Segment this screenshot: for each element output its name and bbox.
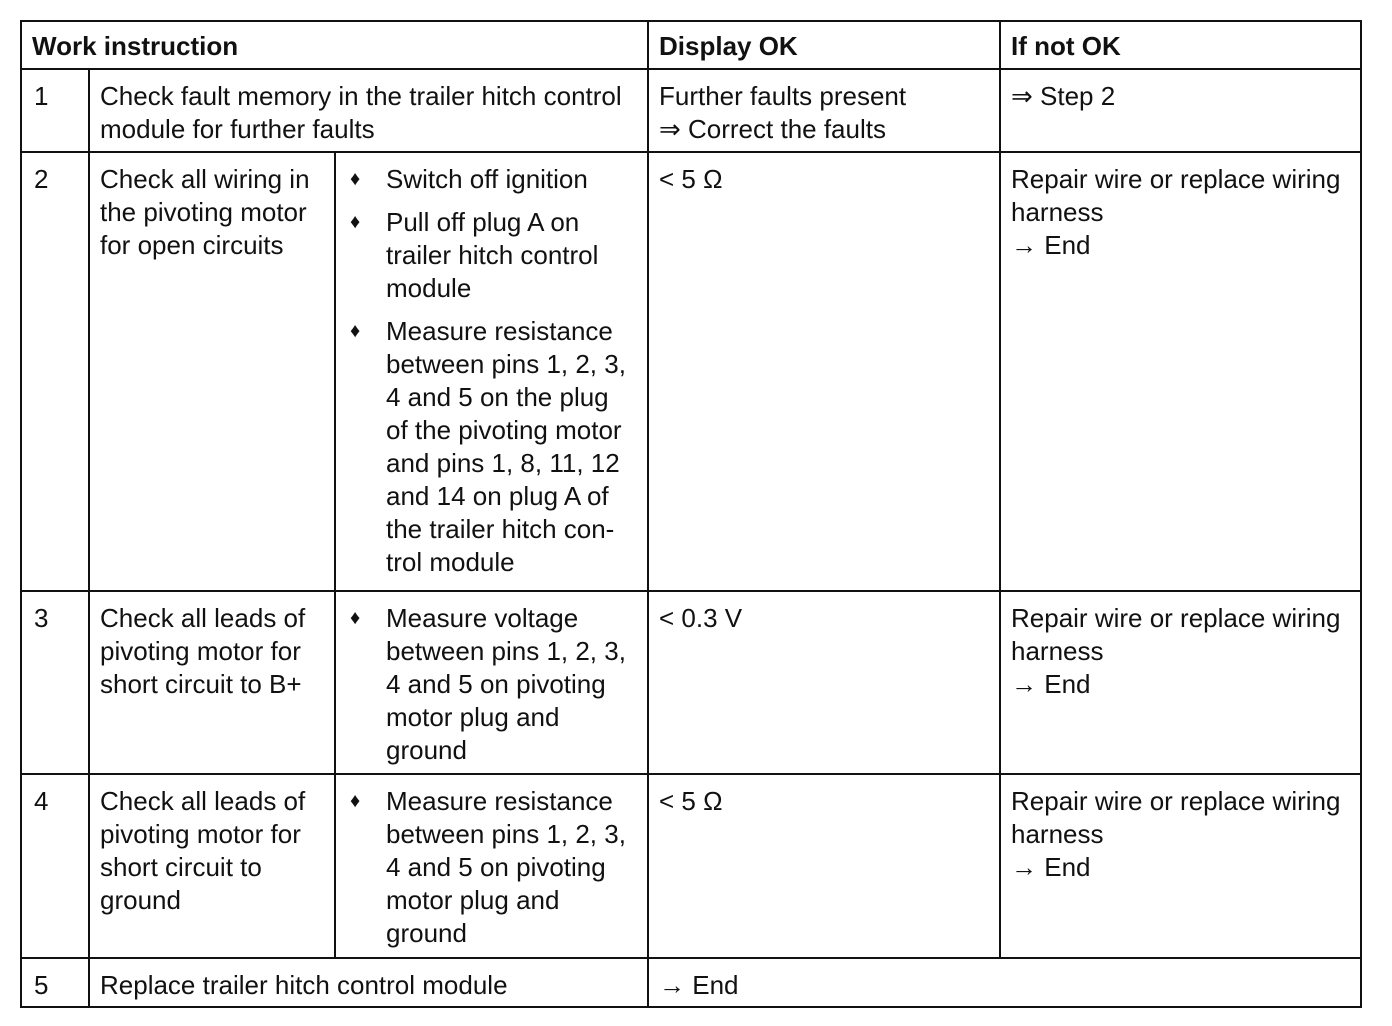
if-not-ok-line: ⇒ Step 2 <box>1011 81 1116 111</box>
diamond-bullet-icon: ♦ <box>350 790 361 812</box>
instruction-text: Check all leads of pivoting motor for short circuit to B+ <box>89 591 335 774</box>
procedure-list <box>346 602 637 767</box>
if-not-ok-line: → End <box>1011 852 1091 882</box>
display-ok-cell <box>648 152 1000 591</box>
step-number: 4 <box>21 774 89 958</box>
display-ok-line: < 5 Ω <box>659 786 723 816</box>
work-instruction-table <box>20 20 1362 1008</box>
procedure-cell <box>335 774 648 958</box>
display-ok-line: Further faults present <box>659 81 907 111</box>
list-item <box>346 315 637 579</box>
procedure-step: Measure resistance between pins 1, 2, 3, 4 and 5 on the plug of the pivoting motor and pins 1, 8, 11, 12 and 14 on plug A of the trailer hitch con-trol module <box>386 316 626 577</box>
list-item <box>346 206 637 305</box>
step-number: 3 <box>21 591 89 774</box>
if-not-ok-line: → End <box>1011 669 1091 699</box>
display-ok-line: < 0.3 V <box>659 603 743 633</box>
if-not-ok-cell <box>1000 69 1361 152</box>
table-header-row <box>21 21 1361 69</box>
list-item <box>346 602 637 767</box>
diamond-bullet-icon: ♦ <box>350 168 361 190</box>
if-not-ok-cell <box>1000 591 1361 774</box>
display-ok-line: ⇒ Correct the faults <box>659 114 886 144</box>
table-row <box>21 774 1361 958</box>
table-row <box>21 591 1361 774</box>
procedure-cell <box>335 152 648 591</box>
procedure-list <box>346 785 637 950</box>
if-not-ok-line: → End <box>1011 230 1091 260</box>
step-number: 5 <box>21 958 89 1007</box>
header-if-not-ok: If not OK <box>1000 21 1361 69</box>
diamond-bullet-icon: ♦ <box>350 607 361 629</box>
header-work-instruction: Work instruction <box>21 21 648 69</box>
header-display-ok: Display OK <box>648 21 1000 69</box>
procedure-step: Measure resistance between pins 1, 2, 3, 4 and 5 on pivoting motor plug and ground <box>386 786 626 948</box>
display-ok-cell <box>648 69 1000 152</box>
table-row <box>21 152 1361 591</box>
if-not-ok-cell <box>1000 152 1361 591</box>
procedure-step: Pull off plug A on trailer hitch control module <box>386 207 599 303</box>
procedure-list <box>346 163 637 579</box>
list-item <box>346 163 637 196</box>
table-row <box>21 69 1361 152</box>
instruction-text: Replace trailer hitch control module <box>89 958 648 1007</box>
instruction-text: Check all wiring in the pivoting motor for open circuits <box>89 152 335 591</box>
diamond-bullet-icon: ♦ <box>350 320 361 342</box>
display-ok-cell <box>648 774 1000 958</box>
list-item <box>346 785 637 950</box>
diamond-bullet-icon: ♦ <box>350 211 361 233</box>
procedure-step: Measure voltage between pins 1, 2, 3, 4 and 5 on pivoting motor plug and ground <box>386 603 626 765</box>
procedure-cell <box>335 591 648 774</box>
step-number: 1 <box>21 69 89 152</box>
instruction-text: Check all leads of pivoting motor for short circuit to ground <box>89 774 335 958</box>
procedure-step: Switch off ignition <box>386 164 588 194</box>
if-not-ok-cell <box>1000 774 1361 958</box>
if-not-ok-line: Repair wire or replace wiring harness <box>1011 603 1341 666</box>
if-not-ok-line: Repair wire or replace wiring harness <box>1011 786 1341 849</box>
step-number: 2 <box>21 152 89 591</box>
table-row <box>21 958 1361 1007</box>
if-not-ok-line: Repair wire or replace wiring harness <box>1011 164 1341 227</box>
instruction-text: Check fault memory in the trailer hitch control module for further faults <box>89 69 648 152</box>
display-ok-cell <box>648 591 1000 774</box>
result-cell: → End <box>648 958 1361 1007</box>
display-ok-line: < 5 Ω <box>659 164 723 194</box>
